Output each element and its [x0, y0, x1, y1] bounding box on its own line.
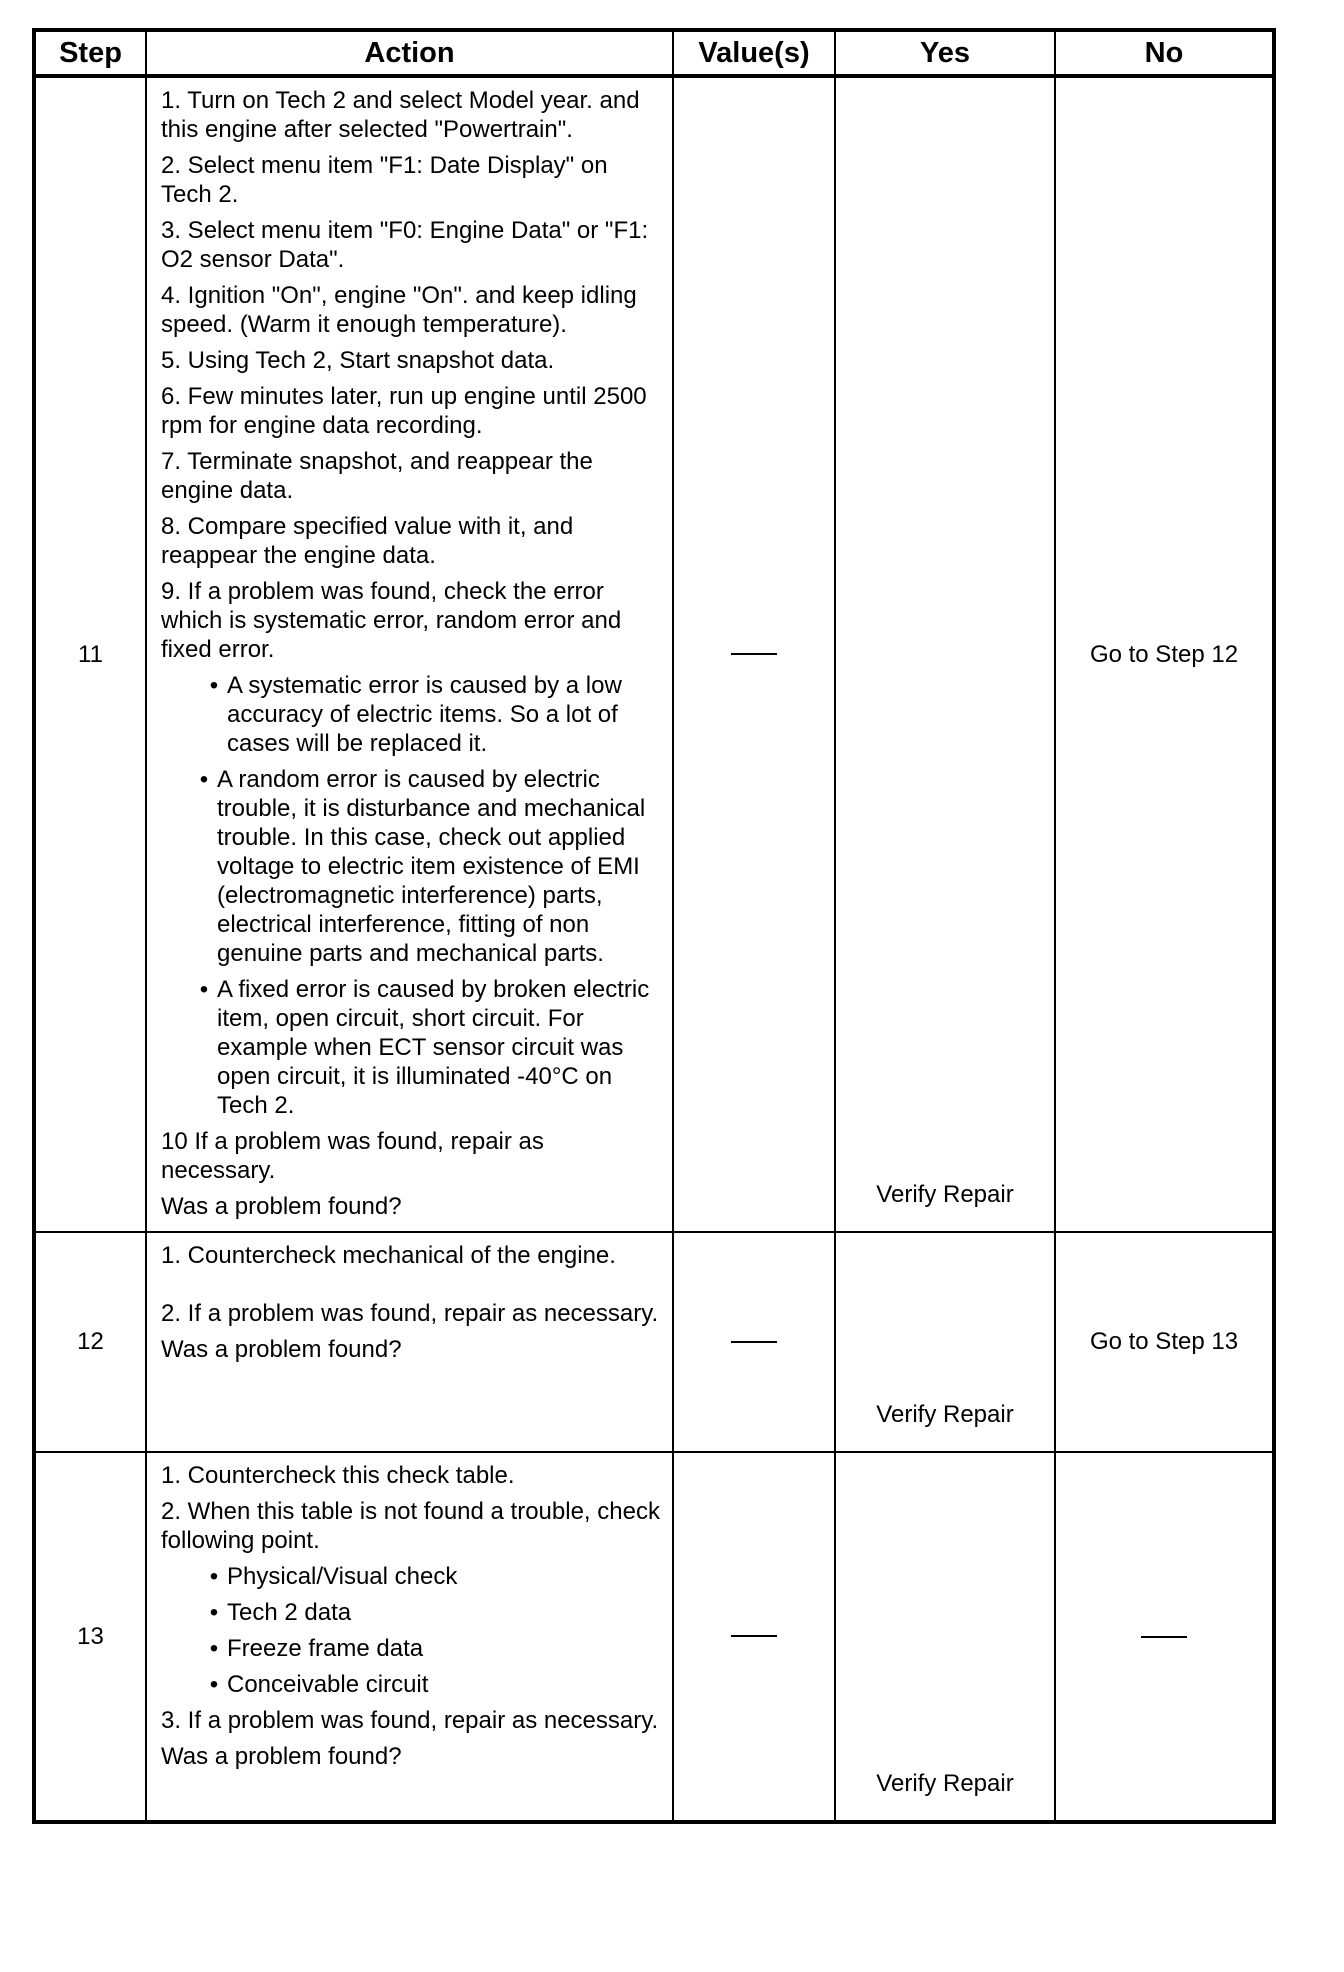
bullet-item: • Conceivable circuit: [201, 1670, 664, 1699]
action-item: 8. Compare specified value with it, and reappear the engine data.: [161, 513, 574, 569]
header-no: No: [1055, 30, 1274, 76]
question-text: Was a problem found?: [161, 1743, 402, 1770]
action-item: 9. If a problem was found, check the error which is systematic error, random error and fixed error.: [161, 578, 622, 663]
bullet-icon: •: [199, 766, 209, 793]
bullet-item: • A fixed error is caused by broken electric item, open circuit, short circuit. For example when ECT sensor circuit was open circuit, it is illuminated -40°C on Tech 2.: [191, 975, 664, 1120]
step-number: 11: [34, 76, 146, 1232]
bullet-item: • Tech 2 data: [201, 1598, 664, 1627]
dash-mark: [731, 1341, 777, 1343]
action-item: 2. Select menu item "F1: Date Display" on Tech 2.: [161, 152, 608, 208]
value-cell: [673, 1232, 835, 1452]
value-cell: [673, 76, 835, 1232]
action-cell: [146, 1452, 673, 1822]
no-cell: Go to Step 12: [1055, 76, 1274, 1232]
question-text: Was a problem found?: [161, 1193, 402, 1220]
value-cell: [673, 1452, 835, 1822]
action-cell: [146, 76, 673, 1232]
header-action: Action: [146, 30, 673, 76]
header-step: Step: [34, 30, 146, 76]
action-item: 10 If a problem was found, repair as necessary.: [161, 1128, 544, 1184]
table-row-step-13: [34, 1452, 1274, 1822]
header-row: [34, 30, 1274, 76]
action-cell: [146, 1232, 673, 1452]
action-item: 1. Countercheck mechanical of the engine.: [161, 1242, 616, 1269]
bullet-item: • Physical/Visual check: [201, 1562, 664, 1591]
bullet-icon: •: [209, 672, 219, 699]
header-values: Value(s): [673, 30, 835, 76]
action-item: 3. Select menu item "F0: Engine Data" or "F1: O2 sensor Data".: [161, 217, 649, 273]
bullet-item: • A systematic error is caused by a low accuracy of electric items. So a lot of cases will be replaced it.: [201, 671, 664, 758]
action-item: 2. If a problem was found, repair as necessary.: [161, 1300, 659, 1327]
yes-cell: Verify Repair: [835, 1452, 1055, 1822]
bullet-icon: •: [199, 976, 209, 1003]
bullet-item: • Freeze frame data: [201, 1634, 664, 1663]
diagnostic-table: [32, 28, 1276, 1824]
action-item: 2. When this table is not found a trouble, check following point.: [161, 1498, 660, 1554]
action-item: 1. Turn on Tech 2 and select Model year. and this engine after selected "Powertrain".: [161, 87, 640, 143]
action-item: 6. Few minutes later, run up engine until 2500 rpm for engine data recording.: [161, 383, 647, 439]
step-number: 13: [34, 1452, 146, 1822]
question-text: Was a problem found?: [161, 1336, 402, 1363]
action-item: 5. Using Tech 2, Start snapshot data.: [161, 347, 555, 374]
dash-mark: [1141, 1636, 1187, 1638]
bullet-icon: •: [209, 1635, 219, 1662]
action-item: 7. Terminate snapshot, and reappear the engine data.: [161, 448, 593, 504]
bullet-icon: •: [209, 1599, 219, 1626]
dash-mark: [731, 1635, 777, 1637]
no-cell: Go to Step 13: [1055, 1232, 1274, 1452]
step-number: 12: [34, 1232, 146, 1452]
action-item: 3. If a problem was found, repair as necessary.: [161, 1707, 659, 1734]
bullet-icon: •: [209, 1563, 219, 1590]
yes-cell: Verify Repair: [835, 1232, 1055, 1452]
yes-cell: Verify Repair: [835, 76, 1055, 1232]
table-row-step-12: [34, 1232, 1274, 1452]
bullet-item: • A random error is caused by electric trouble, it is disturbance and mechanical trouble. In this case, check out applied voltage to electric item existence of EMI (electromagnetic interference) parts, electrical interference, fitting of non genuine parts and mechanical parts.: [191, 765, 664, 968]
bullet-icon: •: [209, 1671, 219, 1698]
action-item: 4. Ignition "On", engine "On". and keep idling speed. (Warm it enough temperature).: [161, 282, 637, 338]
action-item: 1. Countercheck this check table.: [161, 1462, 515, 1489]
no-cell: [1055, 1452, 1274, 1822]
header-yes: Yes: [835, 30, 1055, 76]
table-row-step-11: [34, 76, 1274, 1232]
dash-mark: [731, 653, 777, 655]
